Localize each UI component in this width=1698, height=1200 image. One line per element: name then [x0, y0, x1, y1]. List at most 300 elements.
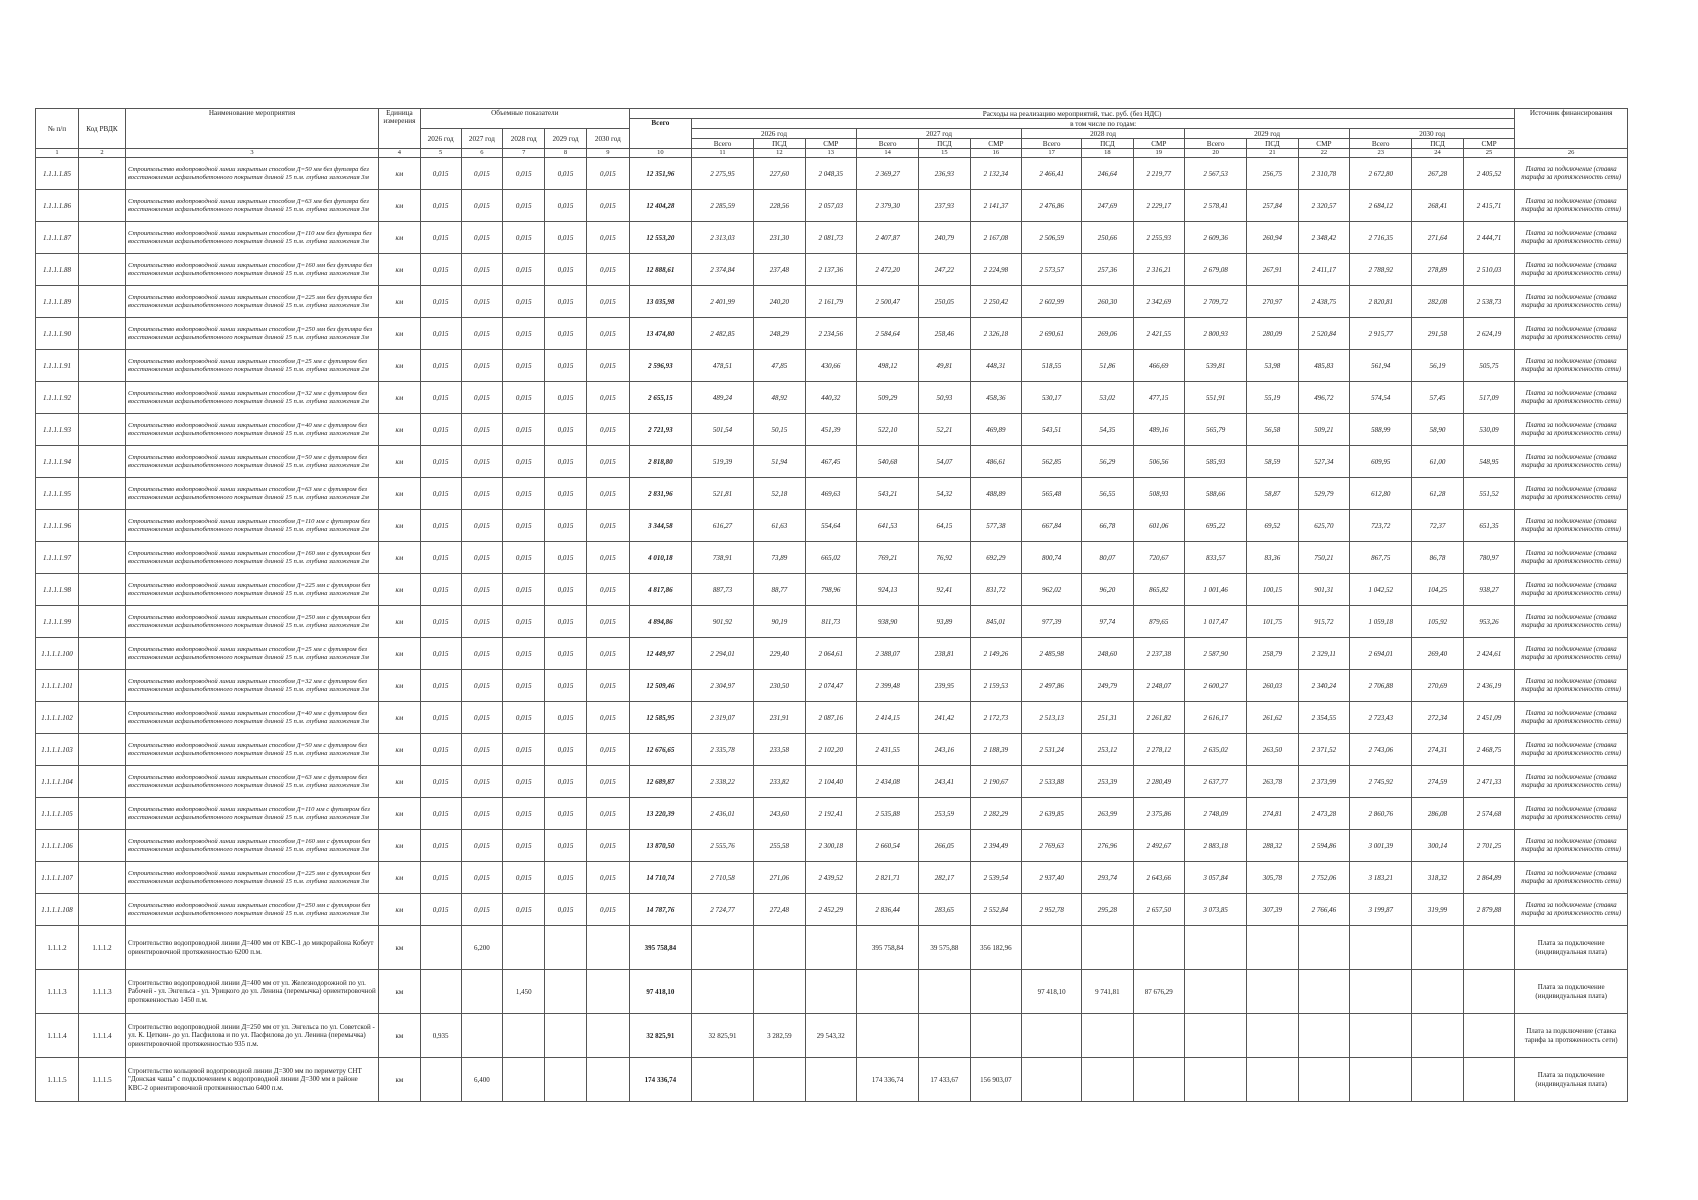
row-cost: 2 466,41 [1022, 158, 1082, 190]
column-number: 25 [1463, 149, 1515, 158]
row-volume: 0,015 [461, 382, 503, 414]
row-volume: 0,015 [503, 766, 545, 798]
row-cost: 86,78 [1412, 542, 1463, 574]
row-unit: км [379, 638, 421, 670]
row-volume: 0,015 [420, 574, 461, 606]
row-total: 3 344,58 [629, 510, 691, 542]
row-name: Строительство водопроводной линии закрытым способом Д=110 мм с футляром без восстановления асфальтобетонного покрытия длиной 15 п.м. глубина заложения 3м [126, 798, 379, 830]
row-volume [461, 1014, 503, 1058]
row-cost: 2 394,49 [970, 830, 1021, 862]
row-cost [919, 970, 970, 1014]
row-cost: 2 405,52 [1463, 158, 1515, 190]
row-cost: 867,75 [1350, 542, 1412, 574]
row-volume: 0,015 [461, 894, 503, 926]
row-volume: 0,015 [586, 574, 629, 606]
row-cost: 440,32 [805, 382, 856, 414]
row-code [78, 638, 125, 670]
row-cost [691, 1058, 753, 1102]
row-cost: 924,13 [857, 574, 919, 606]
row-volume: 0,015 [461, 478, 503, 510]
row-volume: 0,015 [420, 862, 461, 894]
column-number: 14 [857, 149, 919, 158]
row-cost: 2 313,03 [691, 222, 753, 254]
header-vol-year: 2030 год [586, 129, 629, 149]
row-cost: 307,39 [1247, 894, 1298, 926]
row-cost: 901,31 [1298, 574, 1349, 606]
row-cost: 266,05 [919, 830, 970, 862]
row-cost: 250,05 [919, 286, 970, 318]
row-volume: 0,015 [545, 158, 587, 190]
row-cost: 585,93 [1185, 446, 1247, 478]
row-cost: 64,15 [919, 510, 970, 542]
row-cost: 831,72 [970, 574, 1021, 606]
row-total: 395 758,84 [629, 926, 691, 970]
row-number: 1.1.1.1.90 [36, 318, 79, 350]
row-source: Плата за подключение (ставка тарифа за протяженность сети) [1515, 798, 1628, 830]
row-cost: 811,73 [805, 606, 856, 638]
row-cost: 92,41 [919, 574, 970, 606]
row-cost: 522,10 [857, 414, 919, 446]
column-number: 9 [586, 149, 629, 158]
row-volume: 0,015 [420, 350, 461, 382]
row-unit: км [379, 1058, 421, 1102]
row-cost [1298, 1014, 1349, 1058]
row-cost: 2 342,69 [1133, 286, 1184, 318]
row-cost: 540,68 [857, 446, 919, 478]
row-name: Строительство водопроводной линии закрытым способом Д=32 мм с футляром без восстановления асфальтобетонного покрытия длиной 15 п.м. глубина заложения 2м [126, 382, 379, 414]
row-cost: 57,45 [1412, 382, 1463, 414]
row-cost: 2 338,22 [691, 766, 753, 798]
row-unit: км [379, 222, 421, 254]
row-total: 13 035,98 [629, 286, 691, 318]
row-total: 13 474,80 [629, 318, 691, 350]
column-number: 1 [36, 149, 79, 158]
row-volume: 0,015 [503, 382, 545, 414]
row-cost: 780,97 [1463, 542, 1515, 574]
row-source: Плата за подключение (ставка тарифа за протяженность сети) [1515, 222, 1628, 254]
row-cost: 2 424,61 [1463, 638, 1515, 670]
header-cost-year: 2030 год [1350, 129, 1515, 139]
row-volume: 0,015 [461, 414, 503, 446]
row-cost: 243,41 [919, 766, 970, 798]
row-cost: 2 439,52 [805, 862, 856, 894]
row-cost: 2 438,75 [1298, 286, 1349, 318]
row-volume: 0,015 [420, 478, 461, 510]
row-cost: 667,84 [1022, 510, 1082, 542]
row-cost: 253,12 [1082, 734, 1133, 766]
header-sub: ПСД [1082, 139, 1133, 149]
row-code [78, 798, 125, 830]
row-cost: 769,21 [857, 542, 919, 574]
row-cost [1412, 1058, 1463, 1102]
table-row [36, 926, 1628, 970]
row-volume: 0,015 [461, 798, 503, 830]
row-volume: 0,015 [503, 734, 545, 766]
row-cost: 2 081,73 [805, 222, 856, 254]
row-cost [1022, 1058, 1082, 1102]
row-cost: 962,02 [1022, 574, 1082, 606]
row-cost: 2 149,26 [970, 638, 1021, 670]
row-cost: 953,26 [1463, 606, 1515, 638]
row-cost: 72,37 [1412, 510, 1463, 542]
row-cost: 2 379,30 [857, 190, 919, 222]
row-volume: 0,015 [503, 574, 545, 606]
row-cost: 3 199,87 [1350, 894, 1412, 926]
row-unit: км [379, 702, 421, 734]
row-cost: 2 399,48 [857, 670, 919, 702]
row-cost: 2 261,82 [1133, 702, 1184, 734]
row-unit: км [379, 446, 421, 478]
column-number: 2 [78, 149, 125, 158]
row-cost: 501,54 [691, 414, 753, 446]
row-volume: 0,015 [420, 894, 461, 926]
row-cost: 2 573,57 [1022, 254, 1082, 286]
row-volume: 0,015 [420, 254, 461, 286]
row-volume: 0,015 [545, 798, 587, 830]
row-volume: 0,015 [586, 830, 629, 862]
table-row [36, 766, 1628, 798]
row-cost: 451,39 [805, 414, 856, 446]
row-source: Плата за подключение (ставка тарифа за протяженность сети) [1515, 542, 1628, 574]
row-volume: 0,015 [503, 702, 545, 734]
row-cost: 233,82 [754, 766, 805, 798]
row-volume: 0,015 [420, 670, 461, 702]
row-volume: 0,015 [586, 702, 629, 734]
row-number: 1.1.1.1.96 [36, 510, 79, 542]
row-source: Плата за подключение (ставка тарифа за протяженность сети) [1515, 446, 1628, 478]
column-number: 7 [503, 149, 545, 158]
row-cost: 2 864,89 [1463, 862, 1515, 894]
row-unit: км [379, 766, 421, 798]
row-volume: 0,015 [461, 862, 503, 894]
row-cost: 80,07 [1082, 542, 1133, 574]
row-cost: 1 017,47 [1185, 606, 1247, 638]
table-row [36, 638, 1628, 670]
row-cost: 66,78 [1082, 510, 1133, 542]
row-number: 1.1.1.3 [36, 970, 79, 1014]
row-volume: 0,015 [420, 766, 461, 798]
row-volume: 0,015 [461, 670, 503, 702]
row-cost: 2 436,19 [1463, 670, 1515, 702]
row-volume [503, 926, 545, 970]
row-cost: 49,81 [919, 350, 970, 382]
row-volume: 0,015 [503, 222, 545, 254]
row-volume: 0,015 [545, 638, 587, 670]
table-row [36, 734, 1628, 766]
row-cost [1298, 926, 1349, 970]
row-cost: 458,36 [970, 382, 1021, 414]
row-cost: 2 161,79 [805, 286, 856, 318]
row-cost: 263,99 [1082, 798, 1133, 830]
header-cost-year: 2028 год [1022, 129, 1185, 139]
row-cost: 2 879,88 [1463, 894, 1515, 926]
row-volume: 0,015 [545, 606, 587, 638]
row-cost: 51,86 [1082, 350, 1133, 382]
row-cost: 496,72 [1298, 382, 1349, 414]
row-source: Плата за подключение (ставка тарифа за протяженность сети) [1515, 702, 1628, 734]
row-cost: 288,32 [1247, 830, 1298, 862]
header-sub: ПСД [919, 139, 970, 149]
row-cost: 879,65 [1133, 606, 1184, 638]
row-cost: 247,22 [919, 254, 970, 286]
row-cost: 274,81 [1247, 798, 1298, 830]
row-cost: 543,51 [1022, 414, 1082, 446]
row-total: 12 509,46 [629, 670, 691, 702]
row-volume [586, 970, 629, 1014]
row-cost: 2 452,29 [805, 894, 856, 926]
row-code [78, 510, 125, 542]
row-source: Плата за подключение (ставка тарифа за протяженность сети) [1515, 734, 1628, 766]
header-vol-year: 2026 год [420, 129, 461, 149]
row-volume [420, 970, 461, 1014]
row-total: 4 894,86 [629, 606, 691, 638]
row-cost: 2 752,06 [1298, 862, 1349, 894]
header-source: Источник финансирования [1515, 109, 1628, 149]
row-cost: 477,15 [1133, 382, 1184, 414]
row-cost: 100,15 [1247, 574, 1298, 606]
row-cost: 2 836,44 [857, 894, 919, 926]
table-row [36, 798, 1628, 830]
row-volume: 0,015 [586, 318, 629, 350]
row-volume: 0,015 [461, 190, 503, 222]
row-volume [420, 1058, 461, 1102]
row-volume: 0,015 [545, 478, 587, 510]
table-row [36, 574, 1628, 606]
header-cost-year: 2026 год [691, 129, 856, 139]
row-cost: 2 275,95 [691, 158, 753, 190]
row-cost: 29 543,32 [805, 1014, 856, 1058]
row-volume: 0,015 [503, 670, 545, 702]
row-cost: 2 690,61 [1022, 318, 1082, 350]
row-volume: 0,015 [503, 542, 545, 574]
row-name: Строительство водопроводной линии закрытым способом Д=250 мм с футляром без восстановления асфальтобетонного покрытия длиной 15 п.м. глубина заложения 3м [126, 894, 379, 926]
row-source: Плата за подключение (ставка тарифа за протяженность сети) [1515, 414, 1628, 446]
row-cost: 256,75 [1247, 158, 1298, 190]
row-volume: 0,015 [586, 286, 629, 318]
row-cost: 274,31 [1412, 734, 1463, 766]
table-row [36, 1058, 1628, 1102]
row-cost [970, 970, 1021, 1014]
row-cost: 2 320,57 [1298, 190, 1349, 222]
header-cost-year: 2027 год [857, 129, 1022, 139]
row-name: Строительство водопроводной линии Д=250 мм от ул. Энгельса по ул. Советской - ул. К. Цеткин- до ул. Пасфилова и по ул. Пасфилова до ул. Ленина (перемычка) ориентировочной протяженностью 935 п.м. [126, 1014, 379, 1058]
column-number: 16 [970, 149, 1021, 158]
row-cost: 1 042,52 [1350, 574, 1412, 606]
row-cost: 2 316,21 [1133, 254, 1184, 286]
row-cost: 2 335,78 [691, 734, 753, 766]
row-total: 12 888,61 [629, 254, 691, 286]
row-cost: 261,62 [1247, 702, 1298, 734]
row-volume: 0,015 [420, 702, 461, 734]
row-cost: 517,09 [1463, 382, 1515, 414]
column-number: 5 [420, 149, 461, 158]
row-volume: 0,015 [461, 542, 503, 574]
column-number: 24 [1412, 149, 1463, 158]
row-cost: 651,35 [1463, 510, 1515, 542]
row-unit: км [379, 862, 421, 894]
row-cost: 2 074,47 [805, 670, 856, 702]
row-cost: 293,74 [1082, 862, 1133, 894]
row-cost: 641,53 [857, 510, 919, 542]
row-cost: 2 743,06 [1350, 734, 1412, 766]
row-unit: км [379, 894, 421, 926]
row-cost: 551,91 [1185, 382, 1247, 414]
row-source: Плата за подключение (ставка тарифа за протяженность сети) [1515, 510, 1628, 542]
row-cost: 2 766,46 [1298, 894, 1349, 926]
row-volume: 0,015 [503, 510, 545, 542]
row-cost: 2 229,17 [1133, 190, 1184, 222]
row-cost [1133, 926, 1184, 970]
row-cost: 96,20 [1082, 574, 1133, 606]
row-volume: 0,015 [461, 446, 503, 478]
row-cost: 2 294,01 [691, 638, 753, 670]
row-cost: 305,78 [1247, 862, 1298, 894]
row-cost: 2 064,61 [805, 638, 856, 670]
row-source: Плата за подключение (ставка тарифа за протяженность сети) [1515, 862, 1628, 894]
row-cost [1133, 1058, 1184, 1102]
row-cost: 2 709,72 [1185, 286, 1247, 318]
row-number: 1.1.1.1.85 [36, 158, 79, 190]
row-code [78, 382, 125, 414]
row-cost: 83,36 [1247, 542, 1298, 574]
row-cost [1350, 926, 1412, 970]
row-cost: 2 821,71 [857, 862, 919, 894]
row-cost: 101,75 [1247, 606, 1298, 638]
row-cost: 2 190,67 [970, 766, 1021, 798]
column-number-row [36, 149, 1628, 158]
row-volume: 6,400 [461, 1058, 503, 1102]
row-cost: 104,25 [1412, 574, 1463, 606]
row-cost: 2 482,85 [691, 318, 753, 350]
row-volume: 0,015 [420, 542, 461, 574]
row-cost: 1 059,18 [1350, 606, 1412, 638]
row-unit: км [379, 254, 421, 286]
row-total: 4 010,18 [629, 542, 691, 574]
row-name: Строительство водопроводной линии закрытым способом Д=63 мм с футляром без восстановления асфальтобетонного покрытия длиной 15 п.м. глубина заложения 3м [126, 766, 379, 798]
row-unit: км [379, 926, 421, 970]
row-cost: 2 237,38 [1133, 638, 1184, 670]
header-volume: Объемные показатели [420, 109, 629, 129]
row-volume: 0,015 [503, 798, 545, 830]
row-cost: 2 388,07 [857, 638, 919, 670]
row-volume: 6,200 [461, 926, 503, 970]
row-cost: 2 436,01 [691, 798, 753, 830]
row-volume: 0,015 [420, 638, 461, 670]
row-code [78, 606, 125, 638]
row-cost: 530,09 [1463, 414, 1515, 446]
row-cost: 2 471,33 [1463, 766, 1515, 798]
row-cost: 539,81 [1185, 350, 1247, 382]
row-total: 12 553,20 [629, 222, 691, 254]
row-number: 1.1.1.1.103 [36, 734, 79, 766]
row-name: Строительство водопроводной линии закрытым способом Д=110 мм с футляром без восстановления асфальтобетонного покрытия длиной 15 п.м. глубина заложения 2м [126, 510, 379, 542]
row-cost: 2 800,93 [1185, 318, 1247, 350]
row-volume: 0,015 [503, 446, 545, 478]
row-cost: 2 304,97 [691, 670, 753, 702]
table-row [36, 670, 1628, 702]
row-code [78, 446, 125, 478]
row-total: 97 418,10 [629, 970, 691, 1014]
row-cost [1247, 926, 1298, 970]
row-cost: 236,93 [919, 158, 970, 190]
row-unit: км [379, 798, 421, 830]
column-number: 13 [805, 149, 856, 158]
row-cost: 2 250,42 [970, 286, 1021, 318]
table-row [36, 830, 1628, 862]
row-cost [1185, 1014, 1247, 1058]
row-cost: 2 326,18 [970, 318, 1021, 350]
row-cost [1022, 1014, 1082, 1058]
row-cost: 32 825,91 [691, 1014, 753, 1058]
row-cost [754, 926, 805, 970]
row-volume: 0,015 [503, 190, 545, 222]
row-total: 12 404,28 [629, 190, 691, 222]
row-cost [1463, 1058, 1515, 1102]
row-cost: 395 758,84 [857, 926, 919, 970]
row-volume: 0,015 [545, 574, 587, 606]
row-cost [1350, 970, 1412, 1014]
column-number: 22 [1298, 149, 1349, 158]
row-name: Строительство водопроводной линии Д=400 мм от ул. Железнодорожной по ул. Рабочей - ул. Энгельса - ул. Урицкого до ул. Ленина (перемычка) ориентировочной протяженностью 1450 п.м. [126, 970, 379, 1014]
row-name: Строительство водопроводной линии закрытым способом Д=250 мм без футляра без восстановления асфальтобетонного покрытия длиной 15 п.м. глубина заложения 3м [126, 318, 379, 350]
row-cost: 2 087,16 [805, 702, 856, 734]
row-cost: 241,42 [919, 702, 970, 734]
row-cost [1247, 1058, 1298, 1102]
row-cost: 2 137,36 [805, 254, 856, 286]
expenses-table [35, 108, 1628, 1102]
row-cost: 61,63 [754, 510, 805, 542]
row-cost: 2 520,84 [1298, 318, 1349, 350]
row-cost: 519,39 [691, 446, 753, 478]
row-cost: 2 340,24 [1298, 670, 1349, 702]
table-row [36, 510, 1628, 542]
row-volume: 0,015 [461, 766, 503, 798]
row-cost: 466,69 [1133, 350, 1184, 382]
row-cost: 3 073,85 [1185, 894, 1247, 926]
row-cost: 257,36 [1082, 254, 1133, 286]
row-cost: 2 660,54 [857, 830, 919, 862]
row-cost [970, 1014, 1021, 1058]
row-cost: 2 132,34 [970, 158, 1021, 190]
row-cost: 2 431,55 [857, 734, 919, 766]
row-unit: км [379, 414, 421, 446]
row-name: Строительство водопроводной линии закрытым способом Д=50 мм с футляром без восстановления асфальтобетонного покрытия длиной 15 п.м. глубина заложения 3м [126, 734, 379, 766]
row-cost: 2 451,09 [1463, 702, 1515, 734]
row-volume: 0,015 [420, 286, 461, 318]
row-cost: 543,21 [857, 478, 919, 510]
row-cost: 58,87 [1247, 478, 1298, 510]
row-unit: км [379, 510, 421, 542]
row-total: 13 870,50 [629, 830, 691, 862]
header-incl: в том числе по годам: [691, 119, 1514, 129]
row-cost [1350, 1014, 1412, 1058]
row-cost: 574,54 [1350, 382, 1412, 414]
row-unit: км [379, 1014, 421, 1058]
row-cost: 73,89 [754, 542, 805, 574]
table-row [36, 478, 1628, 510]
row-cost: 90,19 [754, 606, 805, 638]
row-cost [1022, 926, 1082, 970]
row-cost: 263,50 [1247, 734, 1298, 766]
row-volume: 0,015 [503, 862, 545, 894]
row-cost: 97,74 [1082, 606, 1133, 638]
row-volume: 0,015 [545, 286, 587, 318]
row-code [78, 414, 125, 446]
header-sub: СМР [1463, 139, 1515, 149]
row-cost [754, 970, 805, 1014]
row-cost [1412, 926, 1463, 970]
row-cost: 2 219,77 [1133, 158, 1184, 190]
